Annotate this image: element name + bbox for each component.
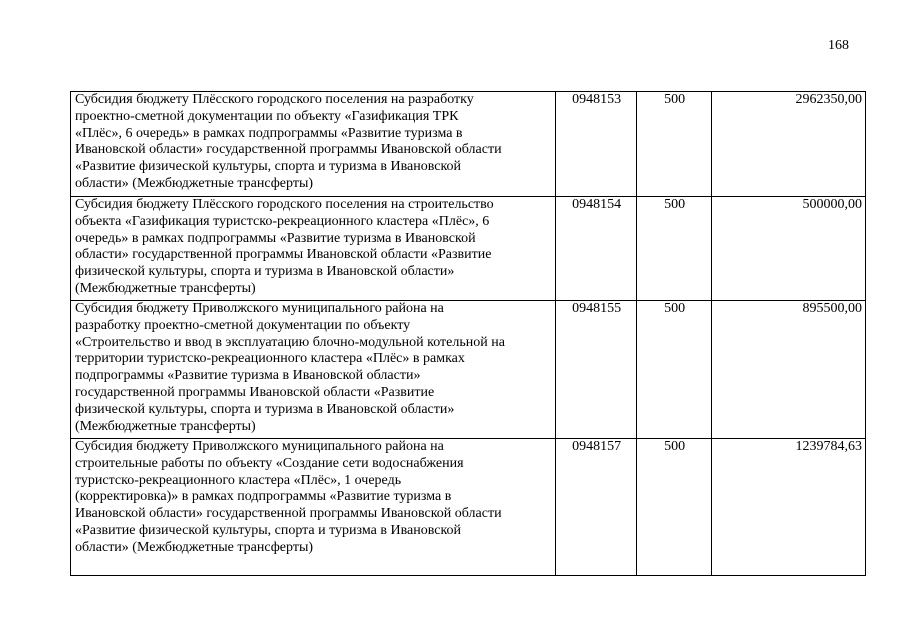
row-description-cell: [71, 197, 556, 301]
table-row: [71, 197, 866, 301]
row-description-cell: [71, 439, 556, 576]
row-kind: 500: [664, 301, 686, 316]
page-number: 168: [828, 38, 849, 53]
row-amount: 1239784,63: [795, 439, 862, 454]
row-kind-cell: [637, 301, 712, 439]
row-description-cell: [71, 301, 556, 439]
row-description-cell: [71, 92, 556, 197]
row-description: Субсидия бюджету Приволжского муниципального района на разработку проектно-сметной документации по объекту «Строительство и ввод в эксплуатацию блочно-модульной котельной на территории туристско-рекреационного кластера «Плёс» в рамках подпрограммы «Развитие туризма в Ивановской области» государственной программы Ивановской области «Развитие физической культуры, спорта и туризма в Ивановской области» (Межбюджетные трансферты): [75, 301, 505, 434]
row-code: 0948155: [572, 301, 622, 316]
row-kind-cell: [637, 92, 712, 197]
row-code: 0948153: [572, 92, 622, 107]
row-code-cell: [556, 301, 637, 439]
row-amount-cell: [712, 197, 866, 301]
row-code: 0948154: [572, 197, 622, 212]
row-code-cell: [556, 197, 637, 301]
row-kind: 500: [664, 439, 686, 454]
row-amount: 500000,00: [802, 197, 862, 212]
row-kind-cell: [637, 439, 712, 576]
budget-table: [70, 91, 866, 576]
row-amount-cell: [712, 301, 866, 439]
row-description: Субсидия бюджету Приволжского муниципального района на строительные работы по объекту «Создание сети водоснабжения туристско-рекреационного кластера «Плёс», 1 очередь (корректировка)» в рамках подпрограммы «Развитие туризма в Ивановской области» государственной программы Ивановской области «Развитие физической культуры, спорта и туризма в Ивановской области» (Межбюджетные трансферты): [75, 439, 502, 555]
row-description: Субсидия бюджету Плёсского городского поселения на строительство объекта «Газификация туристско-рекреационного кластера «Плёс», 6 очередь» в рамках подпрограммы «Развитие туризма в Ивановской области» государственной программы Ивановской области «Развитие физической культуры, спорта и туризма в Ивановской области» (Межбюджетные трансферты): [75, 197, 494, 296]
table-row: [71, 92, 866, 197]
row-amount-cell: [712, 439, 866, 576]
row-kind: 500: [664, 197, 686, 212]
table-row: [71, 439, 866, 576]
row-description: Субсидия бюджету Плёсского городского поселения на разработку проектно-сметной документации по объекту «Газификация ТРК «Плёс», 6 очередь» в рамках подпрограммы «Развитие туризма в Ивановской области» государственной программы Ивановской области «Развитие физической культуры, спорта и туризма в Ивановской области» (Межбюджетные трансферты): [75, 92, 502, 191]
row-kind-cell: [637, 197, 712, 301]
table-row: [71, 301, 866, 439]
row-amount: 895500,00: [802, 301, 862, 316]
row-amount-cell: [712, 92, 866, 197]
row-kind: 500: [664, 92, 686, 107]
row-code-cell: [556, 92, 637, 197]
row-code-cell: [556, 439, 637, 576]
row-amount: 2962350,00: [795, 92, 862, 107]
row-code: 0948157: [572, 439, 622, 454]
